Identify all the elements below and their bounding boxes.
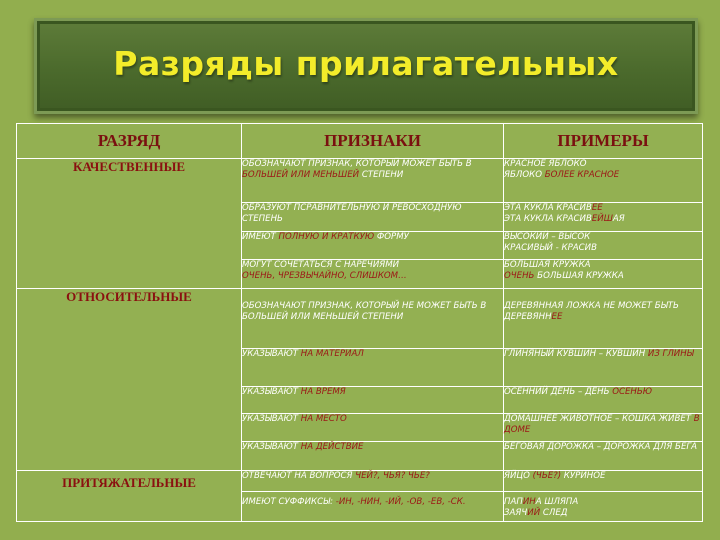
highlight-text: ИЗ ГЛИНЫ [647,349,694,359]
cell-text: ЭТА КУКЛА КРАСИВ [504,203,592,213]
cell-text: ОБОЗНАЧАЮТ ПРИЗНАК, КОТОРЫЙ НЕ МОЖЕТ БЫТЬ В БОЛЬШЕЙ ИЛИ МЕНЬШЕЙ СТЕПЕНИ [242,301,487,322]
cell-text: КРАСНОЕ ЯБЛОКО [504,159,587,169]
cell-text: ЯБЛОКО [504,170,545,180]
cell-text: ОБОЗНАЧАЮТ ПРИЗНАК, КОТОРЫЙ МОЖЕТ БЫТЬ В [242,159,472,169]
sign-cell [242,159,504,203]
example-cell [504,232,703,260]
highlight-text: ОЧЕНЬ [504,271,535,281]
example-cell [504,492,703,522]
cell-text: А ШЛЯПА [535,497,579,507]
category-possessive: ПРИТЯЖАТЕЛЬНЫЕ [17,471,242,522]
cell-text: СЛЕД [540,508,568,518]
cell-text: ДОМАШНЕЕ ЖИВОТНОЕ – КОШКА ЖИВЕТ [504,414,694,424]
sign-cell [242,471,504,492]
cell-text: ЯЙЦО [504,471,533,481]
cell-text: МОГУТ СОЧЕТАТЬСЯ С НАРЕЧИЯМИ [242,260,400,270]
sign-cell [242,442,504,471]
highlight-text: -ИН, -НИН, -ИЙ, -ОВ, -ЕВ, -СК. [335,497,466,507]
cell-text: УКАЗЫВАЮТ [242,414,301,424]
table-row [17,471,703,492]
sign-cell [242,232,504,260]
cell-text: ИМЕЮТ СУФФИКСЫ: [242,497,336,507]
category-relative: ОТНОСИТЕЛЬНЫЕ [17,289,242,471]
sign-cell [242,260,504,289]
cell-text: УКАЗЫВАЮТ [242,387,301,397]
highlight-text: В ДОМЕ [504,414,700,435]
highlight-text: ИЙ [527,508,541,518]
cell-text: ОСЕННИЙ ДЕНЬ – ДЕНЬ [504,387,613,397]
cell-text: КУРИНОЕ [561,471,606,481]
header-row [17,124,703,159]
cell-text: БОЛЬШАЯ КРУЖКА [504,260,591,270]
highlight-text: (ЧЬЕ?) [532,471,562,481]
sign-cell [242,203,504,232]
highlight-text: НА МАТЕРИАЛ [300,349,364,359]
highlight-text: ПОЛНУЮ И КРАТКУЮ [278,232,375,242]
example-cell [504,349,703,387]
table-row [17,289,703,349]
highlight-text: ОСЕНЬЮ [612,387,653,397]
example-cell [504,289,703,349]
header-category: РАЗРЯД [17,124,242,159]
highlight-text: НА МЕСТО [300,414,347,424]
example-cell [504,387,703,414]
cell-text: БЕГОВАЯ ДОРОЖКА – ДОРОЖКА ДЛЯ БЕГА [504,442,698,452]
highlight-text: ЕЕ [591,203,603,213]
highlight-text: ЕЕ [551,312,563,322]
table-row [17,159,703,203]
cell-text: ИМЕЮТ [242,232,279,242]
sign-cell [242,492,504,522]
example-cell [504,260,703,289]
highlight-text: БОЛЬШЕЙ ИЛИ МЕНЬШЕЙ [242,170,360,180]
highlight-text: НА ВРЕМЯ [300,387,346,397]
highlight-text: ОЧЕНЬ, ЧРЕЗВЫЧАЙНО, СЛИШКОМ… [242,271,407,281]
cell-text: ЗАЯЧ [504,508,528,518]
title-banner [34,18,698,114]
category-qualitative: КАЧЕСТВЕННЫЕ [17,159,242,289]
cell-text: ГЛИНЯНЫЙ КУВШИН – КУВШИН [504,349,648,359]
header-signs: ПРИЗНАКИ [242,124,504,159]
cell-text: ДЕРЕВЯННАЯ ЛОЖКА НЕ МОЖЕТ БЫТЬ ДЕРЕВЯНН [504,301,679,322]
adjective-table [16,123,703,522]
cell-text: УКАЗЫВАЮТ [242,442,301,452]
cell-text: БОЛЬШАЯ КРУЖКА [534,271,624,281]
cell-text: ЭТА КУКЛА КРАСИВ [504,214,592,224]
highlight-text: ЕЙШ [591,214,613,224]
example-cell [504,159,703,203]
cell-text: АЯ [612,214,625,224]
highlight-text: ЧЕЙ?, ЧЬЯ? ЧЬЕ? [355,471,430,481]
page-title: Разряды прилагательных [113,43,619,83]
cell-text: ОБРАЗУЮТ ПСРАВНИТЕЛЬНУЮ И РЕВОСХОДНУЮ СТЕПЕНЬ [242,203,462,224]
sign-cell [242,414,504,442]
sign-cell [242,289,504,349]
example-cell [504,442,703,471]
cell-text: ФОРМУ [374,232,409,242]
cell-text: КРАСИВЫЙ - КРАСИВ [504,243,597,253]
header-examples: ПРИМЕРЫ [504,124,703,159]
cell-text: СТЕПЕНИ [359,170,404,180]
highlight-text: БОЛЕЕ КРАСНОЕ [544,170,620,180]
cell-text: ВЫСОКИЙ – ВЫСОК [504,232,591,242]
sign-cell [242,387,504,414]
cell-text: ОТВЕЧАЮТ НА ВОПРОСЯ [242,471,356,481]
cell-text: ПАП [504,497,523,507]
example-cell [504,203,703,232]
highlight-text: НА ДЕЙСТВИЕ [300,442,364,452]
highlight-text: ИН [522,497,536,507]
cell-text: УКАЗЫВАЮТ [242,349,301,359]
example-cell [504,414,703,442]
sign-cell [242,349,504,387]
example-cell [504,471,703,492]
